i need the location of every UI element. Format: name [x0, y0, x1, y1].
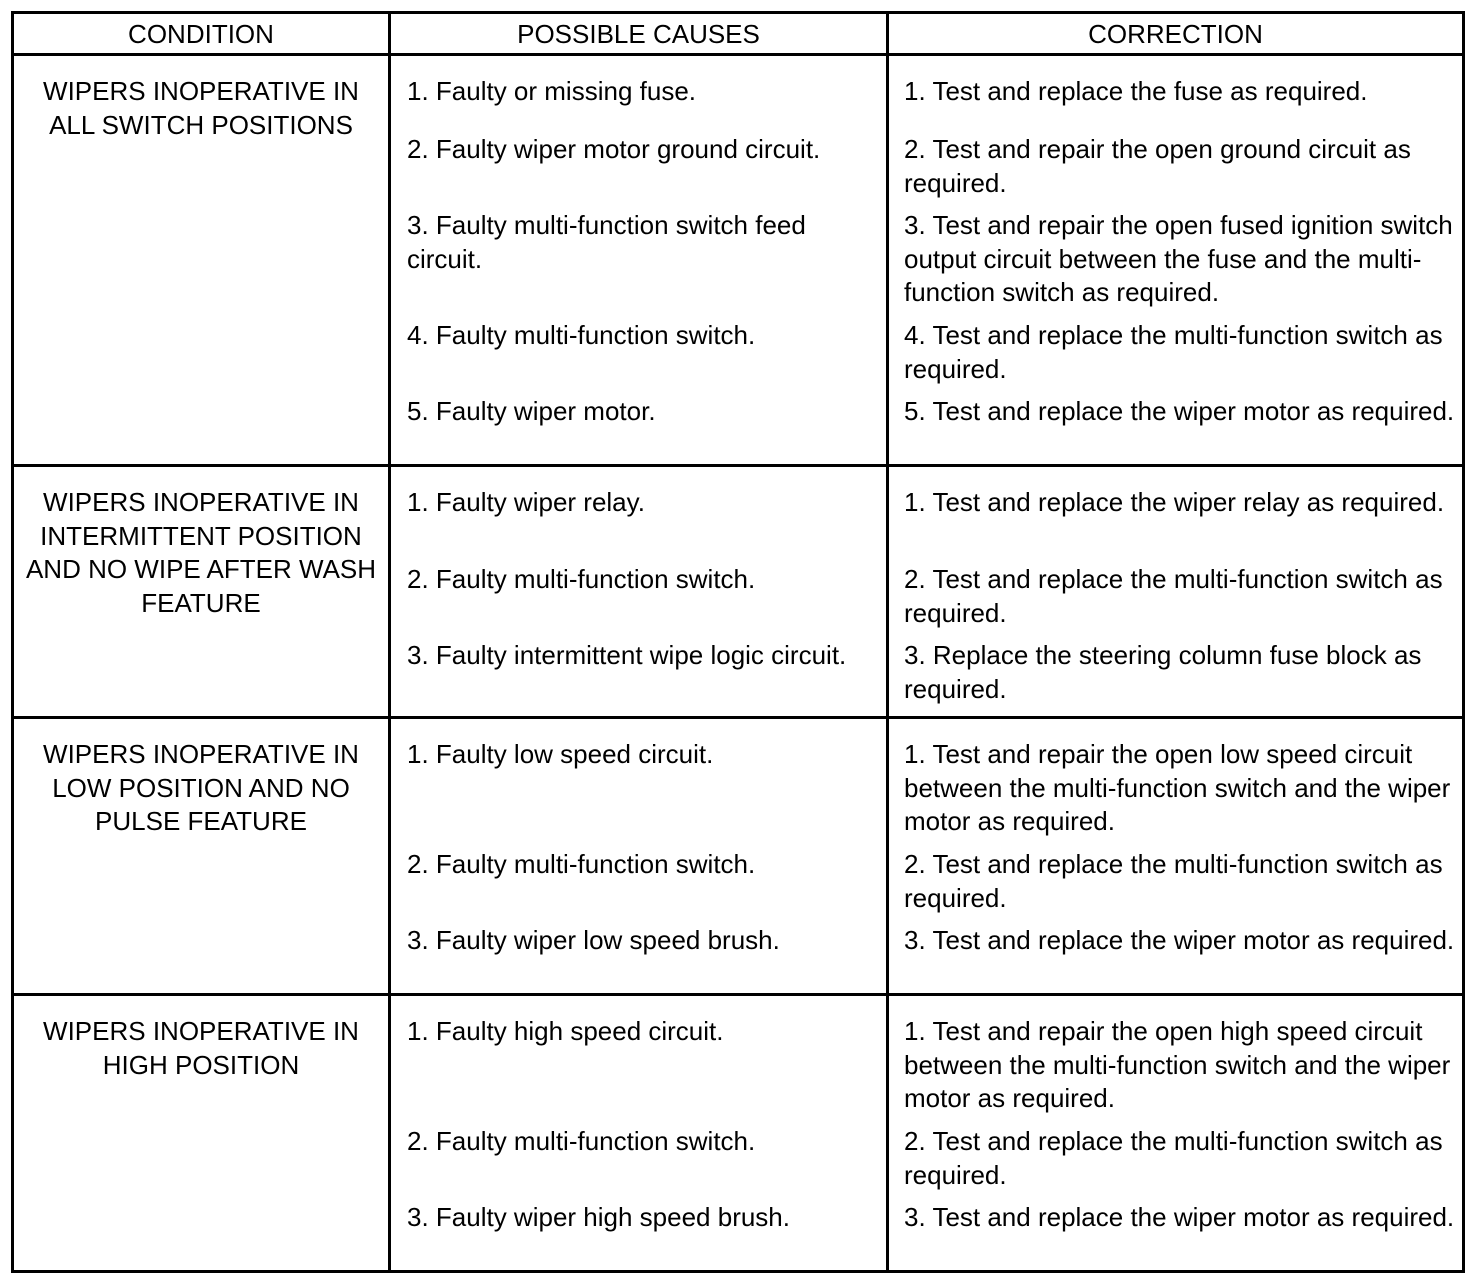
correction-cell — [888, 718, 1464, 995]
correction-item: 3. Test and replace the wiper motor as required. — [904, 925, 1455, 955]
correction-item: 4. Test and replace the multi-function switch as required. — [904, 320, 1443, 384]
cause-item: 3. Faulty intermittent wipe logic circuit. — [407, 640, 847, 670]
causes-cell — [390, 995, 888, 1272]
causes-cell — [390, 718, 888, 995]
causes-cell — [390, 55, 888, 466]
correction-item: 5. Test and replace the wiper motor as required. — [904, 396, 1455, 426]
condition-cell: WIPERS INOPERATIVE IN LOW POSITION AND NO PULSE FEATURE — [13, 718, 390, 995]
cause-item: 2. Faulty wiper motor ground circuit. — [407, 134, 821, 164]
correction-item: 3. Test and repair the open fused ignition switch output circuit between the fuse and the multi-function switch as required. — [904, 210, 1453, 307]
cause-item: 1. Faulty or missing fuse. — [407, 76, 696, 106]
table-row — [13, 466, 1464, 718]
cause-item: 2. Faulty multi-function switch. — [407, 1126, 756, 1156]
condition-cell: WIPERS INOPERATIVE IN ALL SWITCH POSITIONS — [13, 55, 390, 466]
correction-item: 1. Test and replace the fuse as required. — [904, 76, 1368, 106]
cause-item: 1. Faulty low speed circuit. — [407, 739, 714, 769]
correction-cell — [888, 55, 1464, 466]
correction-item: 2. Test and replace the multi-function switch as required. — [904, 564, 1443, 628]
table-row — [13, 718, 1464, 995]
header-condition: CONDITION — [13, 13, 390, 55]
header-possible-causes: POSSIBLE CAUSES — [390, 13, 888, 55]
correction-cell — [888, 995, 1464, 1272]
cause-item: 3. Faulty wiper low speed brush. — [407, 925, 780, 955]
cause-item: 3. Faulty multi-function switch feed circuit. — [407, 210, 806, 274]
cause-item: 2. Faulty multi-function switch. — [407, 564, 756, 594]
correction-item: 2. Test and replace the multi-function switch as required. — [904, 1126, 1443, 1190]
correction-item: 1. Test and repair the open low speed circuit between the multi-function switch and the wiper motor as required. — [904, 739, 1451, 836]
cause-item: 5. Faulty wiper motor. — [407, 396, 656, 426]
header-row — [13, 13, 1464, 55]
correction-item: 3. Replace the steering column fuse block as required. — [904, 640, 1422, 704]
correction-item: 3. Test and replace the wiper motor as required. — [904, 1202, 1455, 1232]
cause-item: 4. Faulty multi-function switch. — [407, 320, 756, 350]
condition-cell: WIPERS INOPERATIVE IN INTERMITTENT POSITION AND NO WIPE AFTER WASH FEATURE — [13, 466, 390, 718]
diagnosis-table — [11, 11, 1465, 1273]
correction-item: 1. Test and repair the open high speed circuit between the multi-function switch and the wiper motor as required. — [904, 1016, 1451, 1113]
table-row — [13, 995, 1464, 1272]
cause-item: 1. Faulty wiper relay. — [407, 487, 645, 517]
correction-item: 2. Test and replace the multi-function switch as required. — [904, 849, 1443, 913]
cause-item: 3. Faulty wiper high speed brush. — [407, 1202, 790, 1232]
cause-item: 1. Faulty high speed circuit. — [407, 1016, 724, 1046]
header-correction: CORRECTION — [888, 13, 1464, 55]
correction-cell — [888, 466, 1464, 718]
causes-cell — [390, 466, 888, 718]
correction-item: 2. Test and repair the open ground circuit as required. — [904, 134, 1411, 198]
condition-cell: WIPERS INOPERATIVE IN HIGH POSITION — [13, 995, 390, 1272]
cause-item: 2. Faulty multi-function switch. — [407, 849, 756, 879]
correction-item: 1. Test and replace the wiper relay as required. — [904, 487, 1445, 517]
table-row — [13, 55, 1464, 466]
